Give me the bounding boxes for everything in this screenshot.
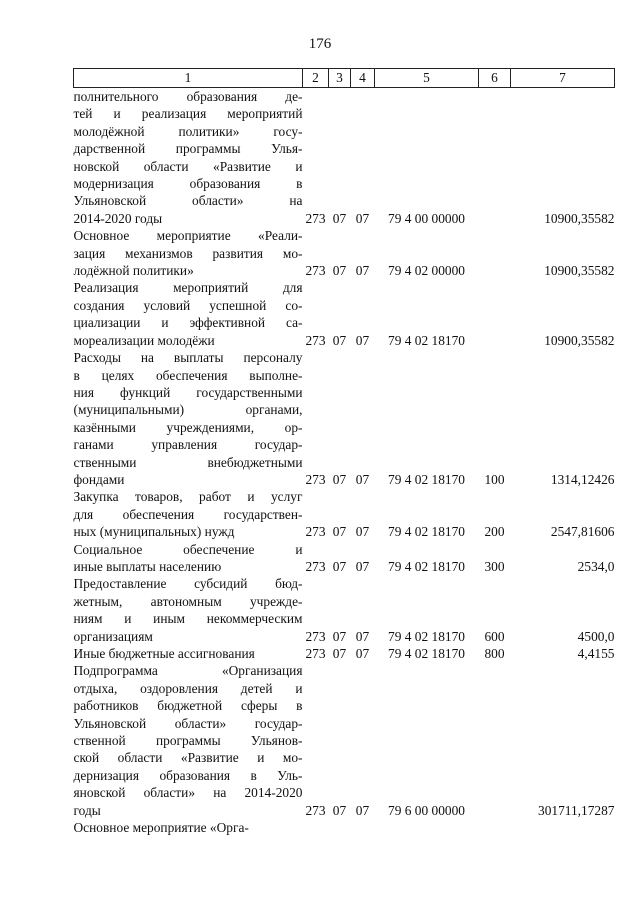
section-code-cell: 07: [332, 210, 347, 226]
amount-cell: 10900,35582: [544, 332, 615, 348]
description-line: организациям: [73, 628, 153, 644]
header-col-2: 2: [303, 69, 329, 88]
admin-code-cell: 273: [305, 263, 326, 279]
amount-cell: 2547,81606: [550, 524, 615, 540]
description-line: (муниципальными) органами,: [73, 402, 303, 418]
description-line: лодёжной политики»: [73, 263, 194, 279]
description-line: 2014-2020 годы: [73, 210, 163, 226]
target-article-cell: 79 4 02 18170: [388, 524, 465, 540]
page-number: 176: [308, 36, 332, 52]
target-article-cell: 79 4 00 00000: [388, 210, 465, 226]
description-line: Социальное обеспечение и: [73, 541, 303, 557]
subsection-code-cell: 07: [355, 524, 370, 540]
row-description: [74, 349, 303, 488]
description-line: Ульяновской области» государ-: [73, 715, 303, 731]
header-col-3: 3: [329, 69, 351, 88]
expense-type-cell: [479, 662, 511, 819]
header-row: [74, 69, 615, 88]
description-line: ственной программы Ульянов-: [73, 733, 303, 749]
row-description: [74, 227, 303, 279]
amount-cell: 10900,35582: [544, 263, 615, 279]
table-row: [74, 662, 615, 819]
subsection-code-cell: 07: [355, 646, 370, 661]
expense-type-cell: 800: [484, 646, 505, 661]
admin-code-cell: 273: [305, 471, 326, 487]
expense-type-cell: [479, 88, 511, 228]
description-line: Подпрограмма «Организация: [73, 663, 303, 679]
amount-cell: 10900,35582: [544, 210, 615, 226]
row-description: [74, 662, 303, 819]
description-line: Реализация мероприятий для: [73, 280, 303, 296]
description-line: дарственной программы Улья-: [73, 141, 303, 157]
amount-cell: [511, 819, 615, 836]
expense-type-cell: [479, 819, 511, 836]
target-article-cell: [375, 819, 479, 836]
description-line: работников бюджетной сферы в: [73, 698, 303, 714]
expense-type-cell: [479, 227, 511, 279]
target-article-cell: 79 4 02 18170: [388, 332, 465, 348]
section-code-cell: 07: [332, 628, 347, 644]
target-article-cell: 79 4 02 18170: [388, 558, 465, 574]
table-row: [74, 541, 615, 576]
description-line: ганами управления государ-: [73, 437, 303, 453]
description-line: отдыха, оздоровления детей и: [73, 680, 303, 696]
description-line: Ульяновской области» на: [73, 193, 303, 209]
description-line: фондами: [73, 471, 125, 487]
header-col-1: 1: [74, 69, 303, 88]
description-line: для обеспечения государствен-: [73, 506, 303, 522]
row-description: [74, 819, 303, 836]
table-row: [74, 488, 615, 540]
expense-type-cell: 200: [484, 524, 505, 540]
expense-type-cell: 300: [484, 558, 505, 574]
description-line: Закупка товаров, работ и услуг: [73, 489, 303, 505]
table-row: [74, 88, 615, 228]
description-line: ных (муниципальных) нужд: [73, 524, 235, 540]
description-line: ской области «Развитие и мо-: [73, 750, 303, 766]
expense-type-cell: [479, 279, 511, 349]
admin-code-cell: [303, 819, 329, 836]
section-code-cell: 07: [332, 524, 347, 540]
description-line: тей и реализация мероприятий: [73, 106, 303, 122]
description-line: Основное мероприятие «Орга-: [73, 820, 249, 836]
subsection-code-cell: 07: [355, 471, 370, 487]
header-col-6: 6: [479, 69, 511, 88]
description-line: модернизация образования в: [73, 176, 303, 192]
description-line: Иные бюджетные ассигнования: [73, 646, 255, 661]
section-code-cell: 07: [332, 802, 347, 818]
admin-code-cell: 273: [305, 210, 326, 226]
target-article-cell: 79 4 02 18170: [388, 628, 465, 644]
subsection-code-cell: 07: [355, 628, 370, 644]
table-body: [74, 88, 615, 837]
subsection-code-cell: 07: [355, 263, 370, 279]
description-line: циализации и эффективной са-: [73, 315, 303, 331]
admin-code-cell: 273: [305, 646, 326, 661]
description-line: казёнными учреждениями, ор-: [73, 419, 303, 435]
description-line: ственными внебюджетными: [73, 454, 303, 470]
table-row: [74, 227, 615, 279]
section-code-cell: 07: [332, 471, 347, 487]
table-row: [74, 575, 615, 645]
admin-code-cell: 273: [305, 802, 326, 818]
section-code-cell: 07: [332, 332, 347, 348]
description-line: новской области «Развитие и: [73, 158, 303, 174]
table-row: [74, 819, 615, 836]
description-line: дернизация образования в Уль-: [73, 767, 303, 783]
description-line: зация механизмов развития мо-: [73, 245, 303, 261]
target-article-cell: 79 6 00 00000: [388, 802, 465, 818]
admin-code-cell: 273: [305, 332, 326, 348]
row-description: [74, 645, 303, 662]
admin-code-cell: 273: [305, 628, 326, 644]
section-code-cell: 07: [332, 646, 347, 661]
description-line: создания условий успешной со-: [73, 297, 303, 313]
amount-cell: 4,4155: [577, 646, 615, 661]
description-line: в целях обеспечения выполне-: [73, 367, 303, 383]
section-code-cell: 07: [332, 263, 347, 279]
subsection-code-cell: 07: [355, 558, 370, 574]
amount-cell: 2534,0: [577, 558, 615, 574]
section-code-cell: [329, 819, 351, 836]
description-line: молодёжной политики» госу-: [73, 123, 303, 139]
header-col-7: 7: [511, 69, 615, 88]
description-line: полнительного образования де-: [73, 89, 303, 104]
description-line: мореализации молодёжи: [73, 332, 215, 348]
table-row: [74, 279, 615, 349]
target-article-cell: 79 4 02 18170: [388, 471, 465, 487]
row-description: [74, 541, 303, 576]
admin-code-cell: 273: [305, 524, 326, 540]
expense-type-cell: 600: [484, 628, 505, 644]
amount-cell: 301711,17287: [538, 802, 615, 818]
row-description: [74, 488, 303, 540]
description-line: жетным, автономным учрежде-: [73, 593, 303, 609]
subsection-code-cell: [351, 819, 375, 836]
budget-table: [73, 68, 615, 836]
row-description: [74, 279, 303, 349]
subsection-code-cell: 07: [355, 210, 370, 226]
table-row: [74, 645, 615, 662]
expense-type-cell: 100: [484, 471, 505, 487]
header-col-5: 5: [375, 69, 479, 88]
description-line: иные выплаты населению: [73, 558, 222, 574]
description-line: Предоставление субсидий бюд-: [73, 576, 303, 592]
row-description: [74, 575, 303, 645]
row-description: [74, 88, 303, 228]
description-line: ния функций государственными: [73, 384, 303, 400]
subsection-code-cell: 07: [355, 332, 370, 348]
subsection-code-cell: 07: [355, 802, 370, 818]
admin-code-cell: 273: [305, 558, 326, 574]
description-line: Расходы на выплаты персоналу: [73, 350, 303, 366]
table-row: [74, 349, 615, 488]
description-line: Основное мероприятие «Реали-: [73, 228, 303, 244]
description-line: годы: [73, 802, 101, 818]
amount-cell: 4500,0: [577, 628, 615, 644]
section-code-cell: 07: [332, 558, 347, 574]
description-line: ниям и иным некоммерческим: [73, 611, 303, 627]
amount-cell: 1314,12426: [550, 471, 615, 487]
target-article-cell: 79 4 02 00000: [388, 263, 465, 279]
description-line: яновской области» на 2014-2020: [73, 785, 303, 801]
target-article-cell: 79 4 02 18170: [388, 646, 465, 661]
header-col-4: 4: [351, 69, 375, 88]
